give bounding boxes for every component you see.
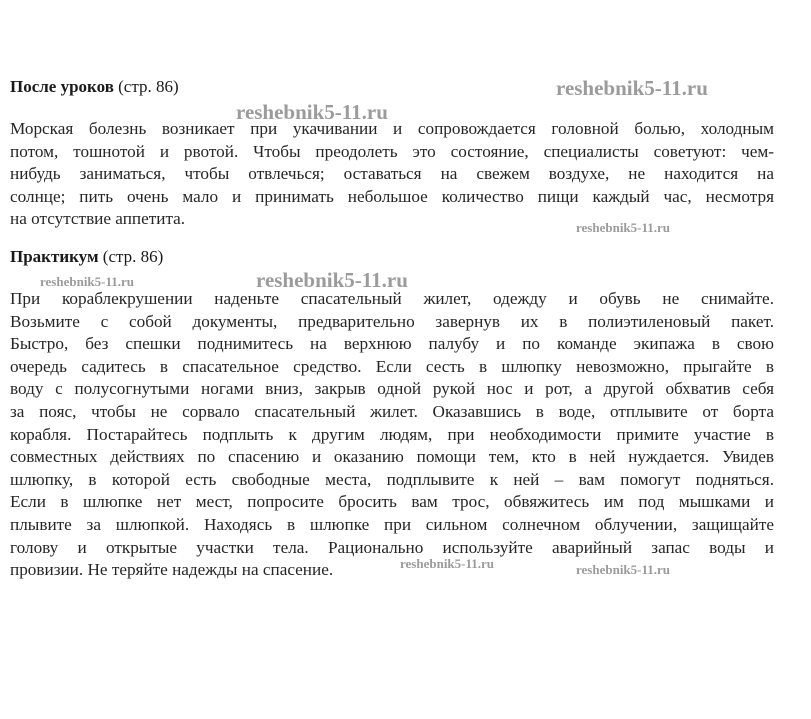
watermark: reshebnik5-11.ru — [256, 268, 408, 292]
section-title: Практикум — [10, 247, 99, 266]
text-line: плывите за шлюпкой. Находясь в шлюпке при сильном солнечном облучении, защищайте — [10, 514, 774, 534]
watermark: reshebnik5-11.ru — [576, 220, 671, 235]
text-line: воду с полусогнутыми ногами вниз, закрыв одной рукой нос и рот, а другой обхватив себя — [10, 379, 774, 399]
section-body — [10, 118, 774, 231]
watermark: reshebnik5-11.ru — [400, 556, 495, 571]
watermark: reshebnik5-11.ru — [40, 274, 135, 289]
text-line: Морская болезнь возникает при укачивании и сопровождается головной болью, холодным — [10, 119, 774, 138]
text-line: шлюпку, в которой есть свободные места, подплывите к ней – вам помогут подняться. — [10, 469, 774, 489]
section-title: После уроков — [10, 77, 114, 96]
text-line: солнце; пить очень мало и принимать небольшое количество пищи каждый час, несмотря — [10, 186, 774, 206]
text-line: за пояс, чтобы не сорвало спасательный жилет. Оказавшись в воде, отплывите от борта — [10, 401, 774, 421]
text-line: совместных действиях по спасению и оказанию помощи тем, кто в ней нуждается. Увидев — [10, 447, 774, 467]
section-practicum — [10, 246, 774, 582]
section-body — [10, 288, 774, 582]
text-line: Возьмите с собой документы, предварительно завернув их в полиэтиленовый пакет. — [10, 311, 774, 331]
page-reference: (стр. 86) — [118, 77, 179, 96]
watermark: reshebnik5-11.ru — [576, 562, 671, 577]
text-line: Если в шлюпке нет мест, попросите бросить вам трос, обвяжитесь им под мышками и — [10, 492, 774, 512]
text-line: корабля. Постарайтесь подплыть к другим людям, при необходимости примите участие в — [10, 424, 774, 444]
watermark: reshebnik5-11.ru — [556, 76, 708, 100]
page-reference: (стр. 86) — [102, 247, 164, 266]
text-line: очередь садитесь в спасательное средство. Если сесть в шлюпку невозможно, прыгайте в — [10, 356, 774, 376]
text-line: провизии. Не теряйте надежды на спасение. — [10, 560, 334, 580]
text-line: потом, тошнотой и рвотой. Чтобы преодолеть это состояние, специалисты советуют: чем- — [10, 141, 774, 161]
text-line: голову и открытые участки тела. Рационально используйте аварийный запас воды и — [10, 537, 774, 557]
watermark: reshebnik5-11.ru — [236, 100, 388, 124]
text-line: на отсутствие аппетита. — [10, 209, 186, 229]
text-line: При кораблекрушении наденьте спасательный жилет, одежду и обувь не снимайте. — [10, 289, 774, 308]
text-line: Быстро, без спешки поднимитесь на верхнюю палубу и по команде экипажа в свою — [10, 334, 774, 354]
text-line: нибудь заниматься, чтобы отвлечься; оставаться на свежем воздухе, не находится на — [10, 164, 774, 184]
section-heading — [10, 246, 774, 268]
